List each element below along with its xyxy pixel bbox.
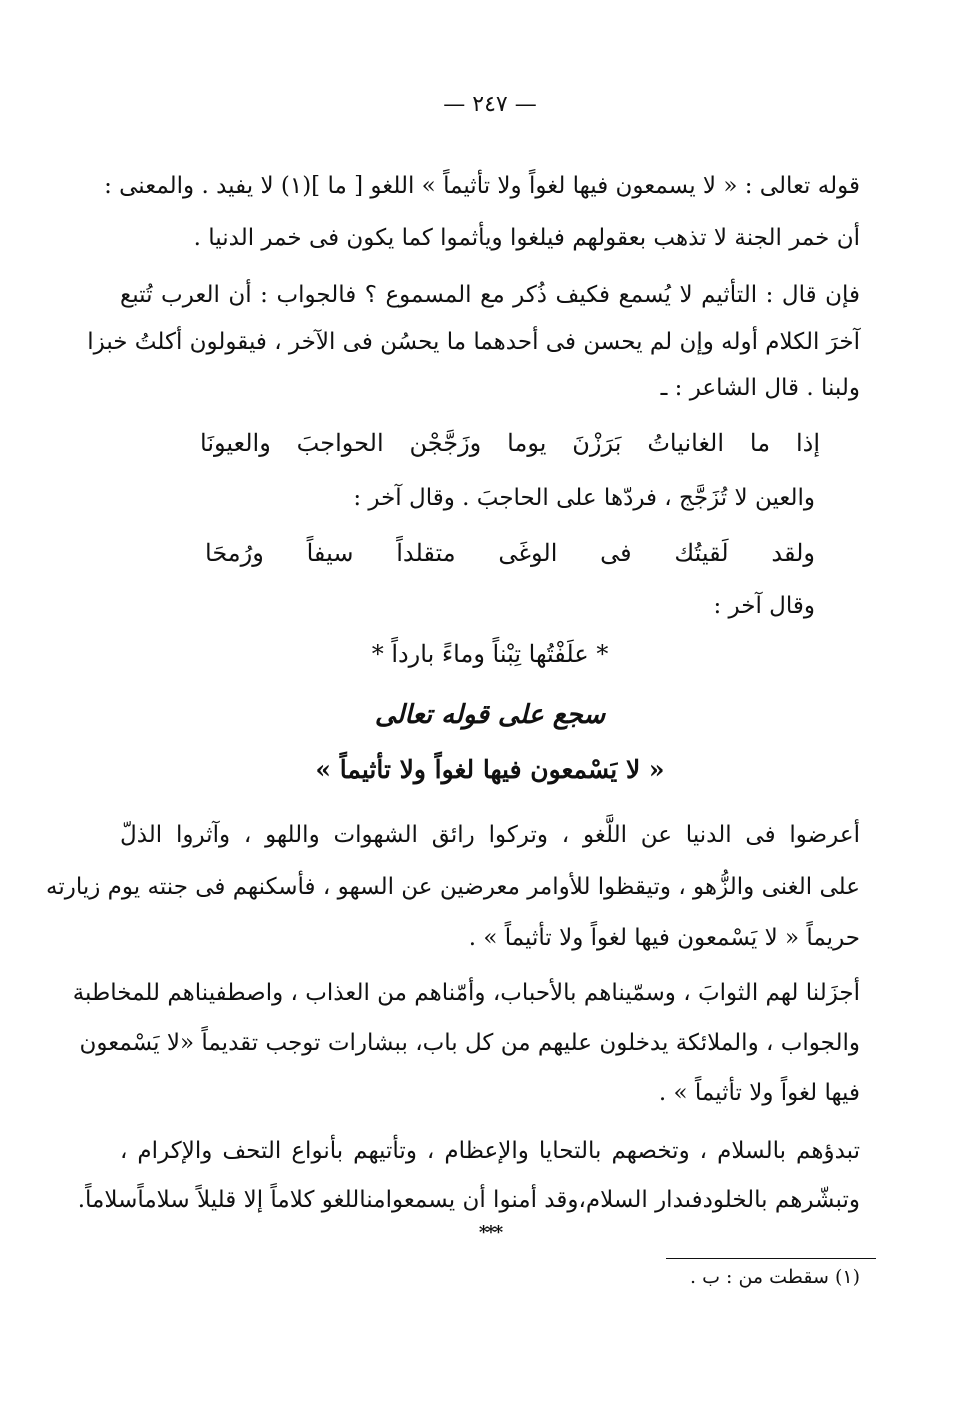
intro-line-2: أن خمر الجنة لا تذهب بعقولهم فيلغوا ويأثموا كما يكون فى خمر الدنيا . — [193, 225, 860, 251]
footnote: (١) سقطت من : ب . — [690, 1266, 860, 1288]
verse-2-note: وقال آخر : — [713, 593, 815, 619]
question-line-2: آخرَ الكلام أوله وإن لم يحسن فى أحدهما ما يحسُن فى الآخر ، فيقولون أكلتُ خبزا — [87, 329, 860, 355]
section-separator: *** — [478, 1222, 502, 1243]
para-3-line-2: وتبشّرهم بالخلودفىدار السلام،وقد أمنوا أن يسمعوامناللغو كلاماً إلا قليلاً سلاماًسلاماً. — [77, 1187, 860, 1213]
question-line-3: ولبنا . قال الشاعر : ـ — [660, 375, 860, 401]
para-2-line-1: أجزَلنا لهم الثوابَ ، وسمّيناهم بالأحباب، وأمّناهم من العذاب ، واصطفيناهم للمخاطبة — [72, 980, 860, 1006]
verse-1-note: والعين لا تُزَجَّج ، فردّها على الحاجبَ . وقال آخر : — [353, 485, 815, 511]
para-2-line-3: فيها لغواً ولا تأثيماً » . — [658, 1080, 860, 1106]
section-heading: سجع على قوله تعالى — [374, 700, 606, 730]
para-2-line-2: والجواب ، والملائكة يدخلون عليهم من كل باب، ببشارات توجب تقديماً «لا يَسْمعون — [79, 1030, 860, 1056]
intro-line-1: قوله تعالى : « لا يسمعون فيها لغواً ولا تأثيماً » اللغو [ ما ](١) لا يفيد . والمعنى : — [104, 173, 860, 199]
verse-3: * علَفْتُها تِبْناً وماءً بارداً * — [371, 640, 609, 668]
section-subheading: « لا يَسْمعون فيها لغواً ولا تأثيماً » — [315, 755, 665, 784]
page-number: — ٢٤٧ — — [443, 92, 537, 117]
para-3-line-1: تبدؤهم بالسلام ، وتخصهم بالتحايا والإعظام ، وتأتيهم بأنواع التحف والإكرام ، — [120, 1138, 860, 1164]
verse-2: ولقد لَقيتُك فى الوغَى متقلداً سيفاً ورُمحَا — [205, 539, 815, 567]
para-1-line-1: أعرضوا فى الدنيا عن اللَّغو ، وتركوا رائق الشهوات واللهو ، وآثروا الذلّ — [120, 822, 860, 848]
verse-1: إذا ما الغانياتُ بَرَزْنَ يوما وزَجَّجْن الحواجبَ والعيونَا — [200, 429, 820, 457]
question-line-1: فإن قال : التأثيم لا يُسمع فكيف ذُكر مع المسموع ؟ فالجواب : أن العرب تُتبع — [120, 282, 860, 308]
para-1-line-3: حريماً « لا يَسْمعون فيها لغواً ولا تأثيماً » . — [468, 925, 860, 951]
footnote-rule — [666, 1258, 876, 1259]
para-1-line-2: على الغنى والزُّهو ، وتيقظوا للأوامر معرضين عن السهو ، فأسكنهم فى جنته يوم زيارته — [46, 874, 860, 900]
